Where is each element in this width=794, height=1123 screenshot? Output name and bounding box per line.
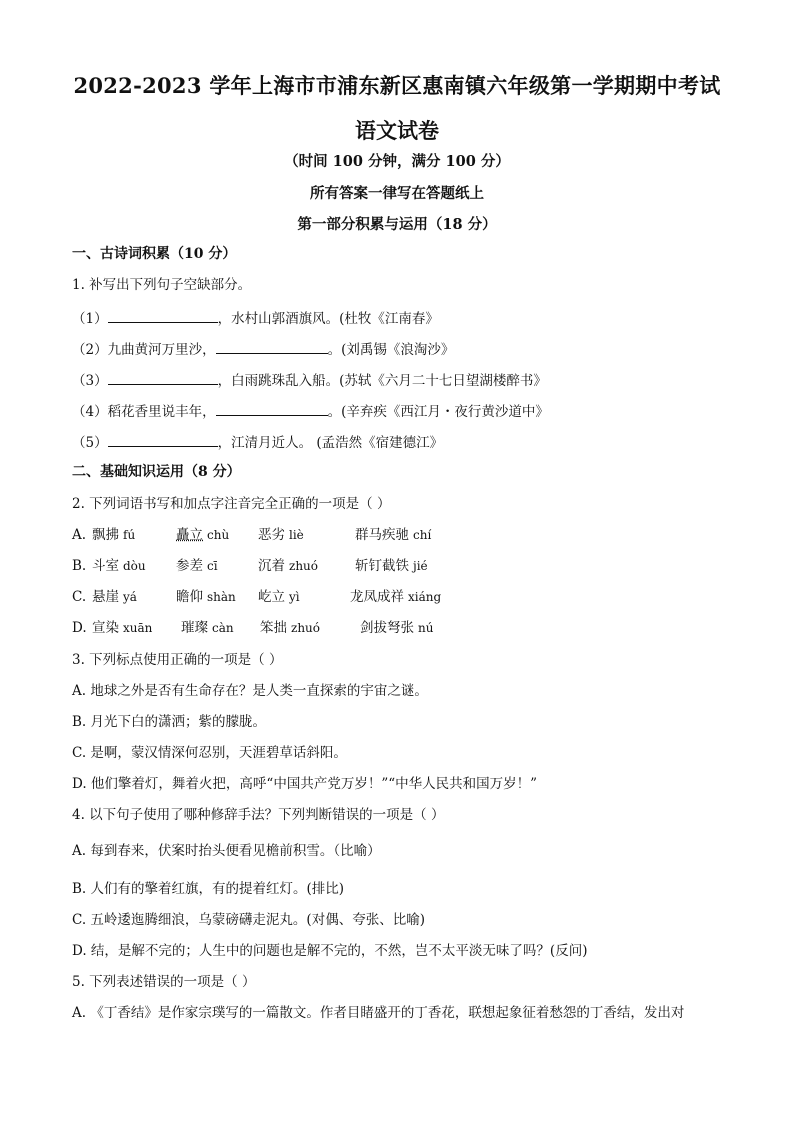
part-title: 第一部分积累与运用（18 分） — [297, 216, 497, 233]
item-num: （5） — [72, 435, 108, 451]
item-before: 九曲黄河万里沙， — [107, 342, 216, 358]
item-after: ，水村山郭酒旗风。(杜牧《江南春》 — [217, 311, 439, 327]
q3-option-c[interactable]: C. 是啊，蒙汉情深何忍别，天涯碧草话斜阳。 — [72, 745, 347, 761]
q1-item-1 — [72, 308, 439, 328]
q1-item-5 — [72, 432, 443, 452]
option-word: 矗立 chù — [176, 527, 230, 543]
item-num: （1） — [72, 311, 108, 327]
answer-note: 所有答案一律写在答题纸上 — [310, 185, 484, 202]
item-after: 。(辛弃疾《西江月・夜行黄沙道中》 — [327, 404, 549, 420]
option-word: 参差 cī — [176, 558, 218, 574]
exam-subtitle: 语文试卷 — [355, 118, 439, 143]
q4-option-d[interactable]: D. 结，是解不完的；人生中的问题也是解不完的，不然，岂不太平淡无味了吗？(反问) — [72, 943, 588, 959]
section2-heading: 二、基础知识运用（8 分） — [72, 464, 241, 480]
answer-blank[interactable] — [216, 339, 328, 354]
option-word: 璀璨 càn — [181, 620, 234, 636]
option-letter: B. — [72, 558, 87, 574]
q3-option-d[interactable]: D. 他们擎着灯，舞着火把，高呼“中国共产党万岁！”“中华人民共和国万岁！” — [72, 776, 538, 792]
option-word: 飘拂 fú — [92, 527, 136, 543]
answer-blank[interactable] — [108, 432, 218, 447]
time-info: （时间 100 分钟，满分 100 分） — [284, 153, 510, 170]
q4-option-c[interactable]: C. 五岭逶迤腾细浪，乌蒙磅礴走泥丸。(对偶、夸张、比喻) — [72, 912, 425, 928]
q1-item-4 — [72, 401, 549, 421]
q3-stem: 3. 下列标点使用正确的一项是（ ） — [72, 652, 283, 668]
q1-item-2 — [72, 339, 454, 359]
option-word: 笨拙 zhuó — [260, 620, 321, 636]
q4-stem: 4. 以下句子使用了哪种修辞手法？下列判断错误的一项是（ ） — [72, 807, 445, 823]
option-word: 瞻仰 shàn — [176, 589, 236, 605]
section1-heading: 一、古诗词积累（10 分） — [72, 246, 237, 262]
item-num: （4） — [72, 404, 108, 420]
answer-blank[interactable] — [216, 401, 328, 416]
answer-blank[interactable] — [108, 308, 218, 323]
q4-option-b[interactable]: B. 人们有的擎着红旗，有的提着红灯。(排比) — [72, 881, 345, 897]
option-word: 屹立 yì — [258, 589, 300, 605]
exam-title: 2022-2023 学年上海市市浦东新区惠南镇六年级第一学期期中考试 — [73, 73, 721, 98]
item-before: 稻花香里说丰年， — [107, 404, 216, 420]
option-word: 龙凤成祥 xiáng — [350, 589, 442, 605]
option-word: 沉着 zhuó — [258, 558, 319, 574]
option-word: 悬崖 yá — [92, 589, 137, 605]
option-word: 恶劣 liè — [258, 527, 304, 543]
option-letter: C. — [72, 589, 87, 605]
answer-blank[interactable] — [108, 370, 218, 385]
option-word: 剑拔弩张 nú — [360, 620, 434, 636]
item-num: （2） — [72, 342, 108, 358]
q5-option-a[interactable]: A. 《丁香结》是作家宗璞写的一篇散文。作者目睹盛开的丁香花，联想起象征着愁怨的丁香结，发出对 — [72, 1005, 685, 1021]
item-after: 。(刘禹锡《浪淘沙》 — [327, 342, 455, 358]
option-word: 群马疾驰 chí — [355, 527, 432, 543]
option-word: 宣染 xuān — [92, 620, 153, 636]
option-letter: D. — [72, 620, 87, 636]
q3-option-a[interactable]: A. 地球之外是否有生命存在？是人类一直探索的宇宙之谜。 — [72, 683, 428, 699]
q1-stem: 1. 补写出下列句子空缺部分。 — [72, 277, 252, 293]
option-letter: A. — [72, 527, 87, 543]
option-word: 斗室 dòu — [92, 558, 146, 574]
q3-option-b[interactable]: B. 月光下白的潇洒；紫的朦胧。 — [72, 714, 267, 730]
option-word: 斩钉截铁 jié — [355, 558, 428, 574]
item-num: （3） — [72, 373, 108, 389]
item-after: ，江清月近人。 (孟浩然《宿建德江》 — [217, 435, 444, 451]
q4-option-a[interactable]: A. 每到春来，伏案时抬头便看见檐前积雪。（比喻） — [72, 843, 381, 859]
q2-stem: 2. 下列词语书写和加点字注音完全正确的一项是（ ） — [72, 496, 391, 512]
item-after: ，白雨跳珠乱入船。(苏轼《六月二十七日望湖楼醉书》 — [217, 373, 547, 389]
q5-stem: 5. 下列表述错误的一项是（ ） — [72, 974, 256, 990]
q1-item-3 — [72, 370, 547, 390]
